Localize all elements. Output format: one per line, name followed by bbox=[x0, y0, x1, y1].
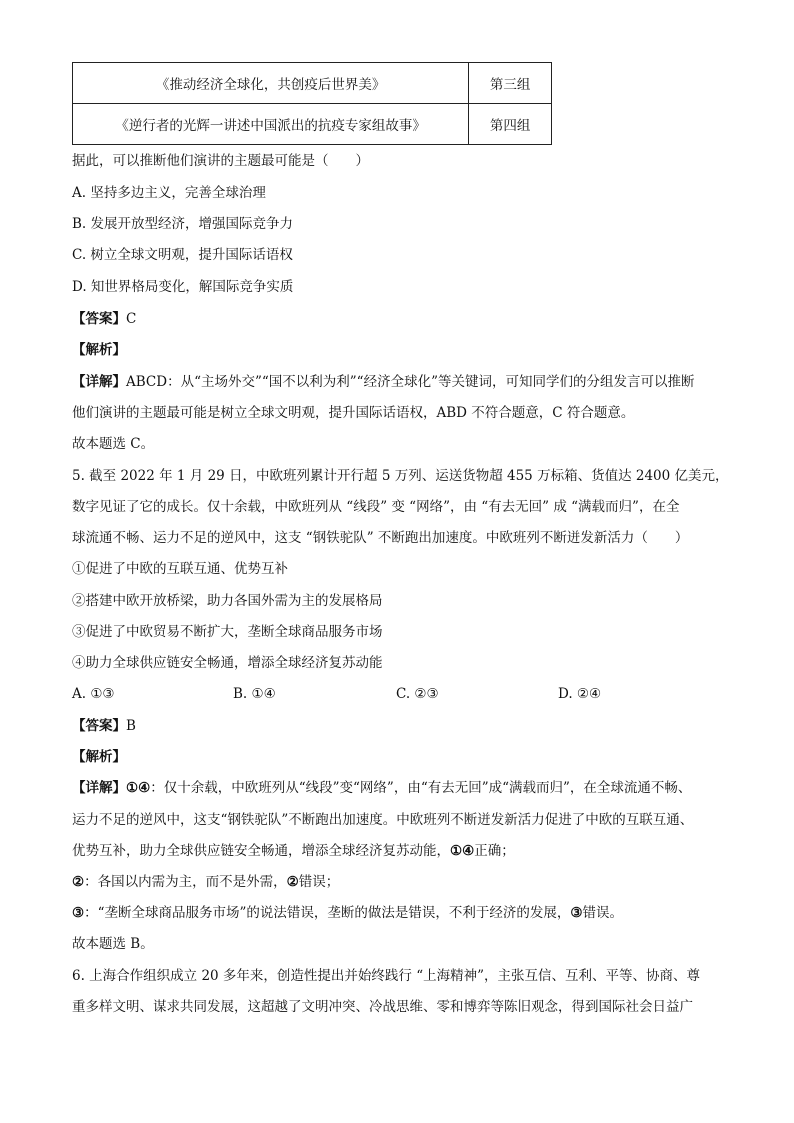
q5-detail-line-2: 运力不足的逆风中，这支“钢铁驼队”不断跑出加速度。中欧班列不断迸发新活力促进了中欧的互联互通、 bbox=[72, 812, 694, 828]
analysis-tag: 【解析】 bbox=[72, 342, 126, 358]
speech-title-cell: 《推动经济全球化，共创疫后世界美》 bbox=[73, 63, 469, 104]
analysis-tag: 【解析】 bbox=[72, 749, 126, 765]
detail-text: ：各国以内需为主，而不是外需， bbox=[84, 874, 287, 890]
q5-conclusion: 故本题选 B。 bbox=[72, 936, 154, 952]
q5-choice-b: B. ①④ bbox=[233, 686, 276, 702]
detail-text: ：仅十余载，中欧班列从“线段”变“网络”，由“有去无回”成“满载而归”，在全球流通不畅、 bbox=[150, 780, 692, 796]
q5-detail-line-5 bbox=[72, 904, 623, 922]
q5-statement-2: ②搭建中欧开放桥梁，助力各国外需为主的发展格局 bbox=[72, 593, 383, 609]
speech-topic-table bbox=[72, 62, 552, 145]
q5-stem-line-3: 球流通不畅、运力不足的逆风中，这支 “钢铁驼队” 不断跑出加速度。中欧班列不断迸发新活力（ ） bbox=[72, 530, 689, 546]
detail-tag: 【详解】 bbox=[72, 780, 126, 796]
q4-option-a: A. 坚持多边主义，完善全球治理 bbox=[72, 185, 266, 201]
statement-number: ② bbox=[72, 874, 85, 890]
detail-text: ABCD：从“主场外交”“国不以利为利”“经济全球化”等关键词，可知同学们的分组发言可以推断 bbox=[126, 374, 695, 390]
q6-stem-line-2: 重多样文明、谋求共同发展，这超越了文明冲突、冷战思维、零和博弈等陈旧观念，得到国际社会日益广 bbox=[72, 999, 693, 1015]
answer-value: B bbox=[126, 718, 136, 734]
q4-analysis-tag bbox=[72, 341, 126, 359]
group-cell: 第三组 bbox=[469, 63, 552, 104]
q5-analysis-tag bbox=[72, 748, 126, 766]
detail-text: 错误； bbox=[298, 874, 340, 890]
statement-number: ③ bbox=[72, 905, 85, 921]
answer-tag: 【答案】 bbox=[72, 718, 126, 734]
detail-text: 正确； bbox=[474, 843, 515, 859]
speech-title-cell: 《逆行者的光辉一讲述中国派出的抗疫专家组故事》 bbox=[73, 104, 469, 145]
q6-stem-line-1: 6. 上海合作组织成立 20 多年来，创造性提出并始终践行 “上海精神”，主张互信、互利、平等、协商、尊 bbox=[72, 968, 701, 984]
q4-answer bbox=[72, 310, 136, 328]
q4-option-b: B. 发展开放型经济，增强国际竞争力 bbox=[72, 216, 294, 232]
answer-value: C bbox=[126, 311, 137, 327]
detail-text: 优势互补，助力全球供应链安全畅通，增添全球经济复苏动能， bbox=[72, 843, 450, 859]
q5-choice-c: C. ②③ bbox=[396, 686, 439, 702]
group-cell: 第四组 bbox=[469, 104, 552, 145]
table-row bbox=[73, 104, 552, 145]
q5-choice-d: D. ②④ bbox=[558, 686, 602, 702]
q5-detail-line-1 bbox=[72, 779, 691, 797]
statement-numbers: ①④ bbox=[126, 780, 151, 796]
q4-option-c: C. 树立全球文明观，提升国际话语权 bbox=[72, 247, 293, 263]
q5-detail-line-4 bbox=[72, 873, 339, 891]
q4-stem: 据此，可以推断他们演讲的主题最可能是（ ） bbox=[72, 153, 369, 169]
q5-detail-line-3 bbox=[72, 842, 515, 860]
q4-detail-line-2: 他们演讲的主题最可能是树立全球文明观，提升国际话语权，ABD 不符合题意，C 符合题意。 bbox=[72, 405, 635, 421]
detail-tag: 【详解】 bbox=[72, 374, 126, 390]
q5-choice-a: A. ①③ bbox=[72, 686, 115, 702]
q5-answer bbox=[72, 717, 136, 735]
detail-text: 错误。 bbox=[582, 905, 624, 921]
statement-number: ③ bbox=[570, 905, 583, 921]
table-row bbox=[73, 63, 552, 104]
q5-statement-3: ③促进了中欧贸易不断扩大，垄断全球商品服务市场 bbox=[72, 624, 383, 640]
statement-numbers: ①④ bbox=[450, 843, 475, 859]
detail-text: ：“垄断全球商品服务市场”的说法错误，垄断的做法是错误，不利于经济的发展， bbox=[84, 905, 571, 921]
q5-stem-line-2: 数字见证了它的成长。仅十余载，中欧班列从 “线段” 变 “网络”，由 “有去无回” 成 “满载而归”，在全 bbox=[72, 499, 680, 515]
answer-tag: 【答案】 bbox=[72, 311, 126, 327]
q5-statement-4: ④助力全球供应链安全畅通，增添全球经济复苏动能 bbox=[72, 655, 383, 671]
q5-statement-1: ①促进了中欧的互联互通、优势互补 bbox=[72, 561, 288, 577]
statement-number: ② bbox=[286, 874, 299, 890]
q4-conclusion: 故本题选 C。 bbox=[72, 436, 155, 452]
q4-detail-line-1 bbox=[72, 373, 694, 391]
q4-option-d: D. 知世界格局变化，解国际竞争实质 bbox=[72, 279, 294, 295]
q5-stem-line-1: 5. 截至 2022 年 1 月 29 日，中欧班列累计开行超 5 万列、运送货物超 455 万标箱、货值达 2400 亿美元， bbox=[72, 468, 729, 484]
